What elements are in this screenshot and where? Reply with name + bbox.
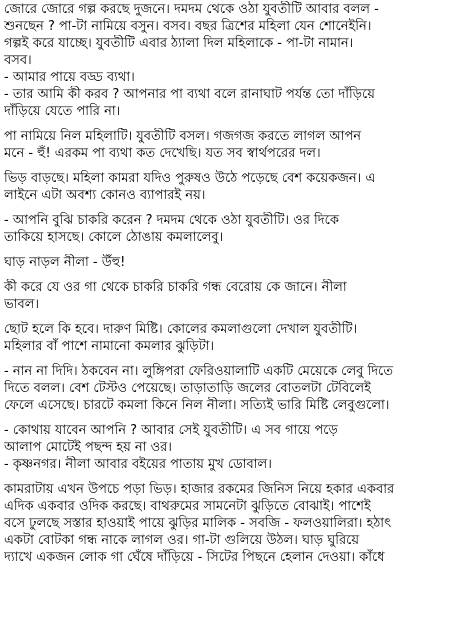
text-line: - কৃষ্ণনগর। নীলা আবার বইয়ের পাতায় মুখ ডোবাল। (4, 457, 272, 472)
text-line: ছোট হলে কি হবে। দারুণ মিষ্টি। কোলের কমলাগুলো দেখাল যুবতীটি। (4, 322, 358, 337)
text-line: জোরে জোরে গল্প করছে দুজনে। দমদম থেকে ওঠা যুবতীটি আবার বলল - (4, 2, 379, 17)
text-line: ভাবল। (4, 297, 40, 312)
text-line: কী করে যে ওর গা থেকে চাকরি চাকরি গন্ধ বেরোয় কে জানে। নীলা (4, 280, 347, 295)
text-line: শুনছেন ? পা-টা নামিয়ে বসুন। বসব। বছর ত্রিশের মহিলা যেন শোনেইনি। (4, 19, 372, 34)
paragraph (4, 279, 451, 313)
text-line: আলাপ মোটেই পছন্দ হয় না ওর। (4, 440, 172, 455)
text-line: ঘাড় নাড়ল নীলা - উঁহু! (4, 255, 126, 270)
paragraph (4, 170, 451, 204)
text-line: লাইনে এটা অবশ্য কোনও ব্যাপারই নয়। (4, 188, 206, 203)
text-line: ভিড় বাড়ছে। মহিলা কামরা যদিও পুরুষও উঠে পড়েছে বেশ কয়েকজন। এ (4, 171, 376, 186)
text-line: বসে ঢুলছে সস্তার হাওয়াই পায়ে ঝুড়ির মালিক - সবজি - ফলওয়ালিরা। হঠাৎ (4, 516, 392, 531)
text-line: দিতে বলল। বেশ টেস্টও পেয়েছে। তাড়াতাড়ি জলের বোতলটা টেবিলেই (4, 381, 371, 396)
text-line: কামরাটায় এখন উপচে পড়া ভিড়। হাজার রকমের জিনিস নিয়ে হকার একবার (4, 482, 395, 497)
text-line: ফেলে এসেছে। চারটে কমলা কিনে নিল নীলা। সত্যিই ভারি মিষ্টি লেবুগুলো। (4, 398, 390, 413)
text-line: - আপনি বুঝি চাকরি করেন ? দমদম থেকে ওঠা যুবতীটি। ওর দিকে (4, 213, 339, 228)
paragraph (4, 363, 451, 414)
text-line: গল্পই করে যাচ্ছে। যুবতীটি এবার ঠ্যালা দিল মহিলাকে - পা-টা নামান। (4, 36, 354, 51)
paragraph (4, 321, 451, 355)
text-line: দ্যাখে একজন লোক গা ঘেঁষে দাঁড়িয়ে - সিটের পিছনে হেলান দেওয়া। কাঁধে (4, 550, 385, 565)
text-line: বসব। (4, 53, 32, 68)
text-line: - কোথায় যাবেন আপনি ? আবার সেই যুবতীটি। এ সব গায়ে পড়ে (4, 423, 338, 438)
text-line: মনে - হুঁ! এরকম পা ব্যথা কত দেখেছি। যত সব স্বার্থপরের দল। (4, 146, 321, 161)
text-line: দাঁড়িয়ে যেতে পারি না। (4, 104, 121, 119)
paragraph (4, 481, 451, 566)
text-line: একটা বোটকা গন্ধ নাকে লাগল ওর। গা-টা গুলিয়ে উঠল। ঘাড় ঘুরিয়ে (4, 533, 360, 548)
text-line: মহিলার বাঁ পাশে নামানো কমলার ঝুড়িটা। (4, 339, 215, 354)
text-line: পা নামিয়ে নিল মহিলাটি। যুবতীটি বসল। গজগজ করতে লাগল আপন (4, 129, 362, 144)
text-line: তাকিয়ে হাসছে। কোলে ঠোঙায় কমলালেবু। (4, 230, 224, 245)
paragraph (4, 212, 451, 246)
text-line: - তার আমি কী করব ? আপনার পা ব্যথা বলে রানাঘাট পর্যন্ত তো দাঁড়িয়ে (4, 87, 375, 102)
text-line: - নান না দিদি। ঠকবেন না। লুঙ্গিপরা ফেরিওয়ালাটি একটি মেয়েকে লেবু দিতে (4, 364, 394, 379)
paragraph (4, 422, 451, 473)
text-line: এদিক একবার ওদিক করছে। বাথরুমের সামনেটা ঝুড়িতে বোঝাই। পাশেই (4, 499, 371, 514)
paragraph (4, 128, 451, 162)
paragraph (4, 254, 451, 271)
paragraph (4, 1, 451, 120)
text-line: - আমার পায়ে বড্ড ব্যথা। (4, 70, 135, 85)
